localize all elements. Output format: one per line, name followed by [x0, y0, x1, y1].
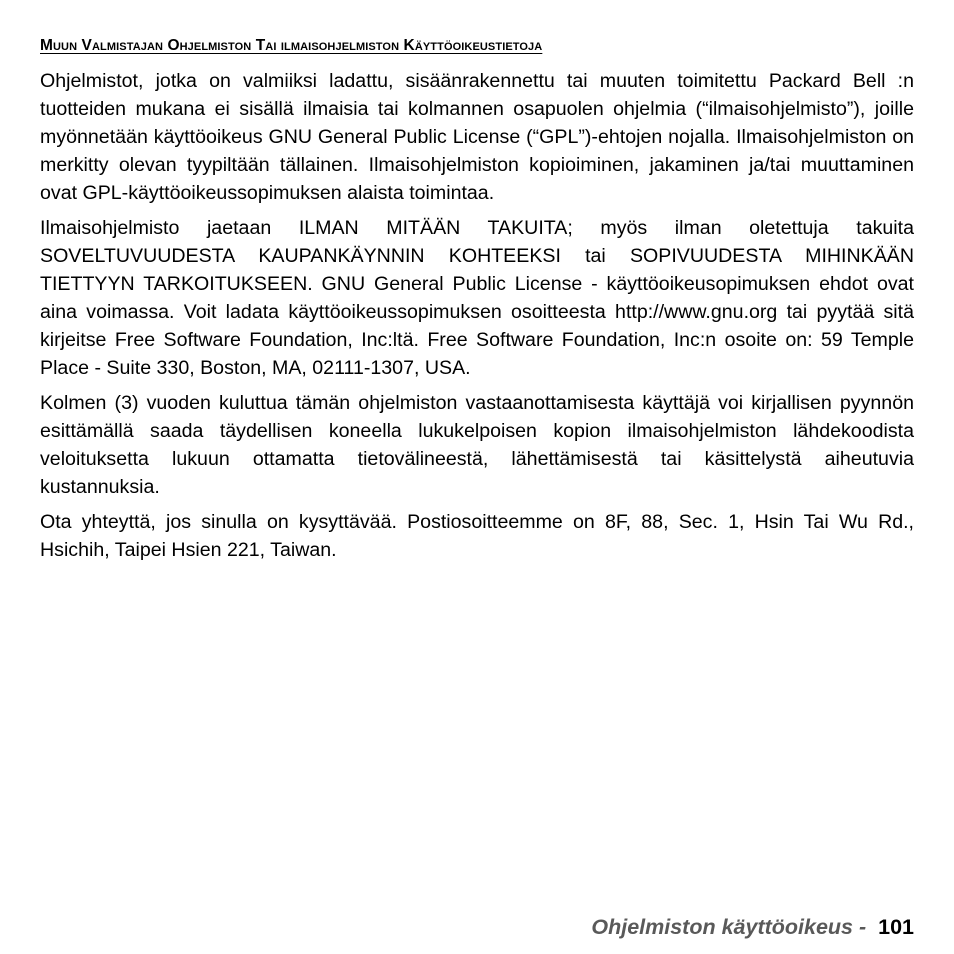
paragraph-contact-address: Ota yhteyttä, jos sinulla on kysyttävää. Postiosoitteemme on 8F, 88, Sec. 1, Hsin Tai Wu Rd., Hsichih, Taipei Hsien 221, Taiwan.: [40, 511, 914, 561]
paragraph-preinstalled-software: Ohjelmistot, jotka on valmiiksi ladattu, sisäänrakennettu tai muuten toimitettu Packard Bell :n tuotteiden mukana ei sisällä ilmaisia tai kolmannen osapuolen ohjelmia (“ilmaisohjelmisto”), joille myönnetään käyttöoikeus GNU General Public License (“GPL”)-ehtojen nojalla. Ilmaisohjelmiston on merkitty olevan tyypiltään tällainen. Ilmaisohjelmiston kopioiminen, jakaminen ja/tai muuttaminen ovat GPL-käyttöoikeussopimuksen alaista toimintaa.: [40, 70, 914, 204]
document-page: [40, 34, 914, 571]
paragraph-warranty-disclaimer: Ilmaisohjelmisto jaetaan ILMAN MITÄÄN TAKUITA; myös ilman oletettuja takuita SOVELTUVUUDESTA KAUPANKÄYNNIN KOHTEEKSI tai SOPIVUUDESTA MIHINKÄÄN TIETTYYN TARKOITUKSEEN. GNU General Public License - käyttöoikeusopimuksen ehdot ovat aina voimassa. Voit ladata käyttöoikeussopimuksen osoitteesta http://www.gnu.org tai pyytää sitä kirjeitse Free Software Foundation, Inc:ltä. Free Software Foundation, Inc:n osoite on: 59 Temple Place - Suite 330, Boston, MA, 02111-1307, USA.: [40, 217, 914, 379]
paragraph-source-code-request: Kolmen (3) vuoden kuluttua tämän ohjelmiston vastaanottamisesta käyttäjä voi kirjallisen pyynnön esittämällä saada täydellisen koneella lukukelpoisen kopion ilmaisohjelmiston lähdekoodista veloituksetta lukuun ottamatta tietovälineestä, lähettämisestä tai käsittelystä aiheutuvia kustannuksia.: [40, 392, 914, 498]
footer-section-title: Ohjelmiston käyttöoikeus -: [591, 915, 873, 939]
section-heading: Muun Valmistajan Ohjelmiston Tai ilmaisohjelmiston Käyttöoikeustietoja: [40, 37, 543, 54]
page-footer: [591, 915, 914, 940]
page-number: 101: [878, 915, 914, 939]
